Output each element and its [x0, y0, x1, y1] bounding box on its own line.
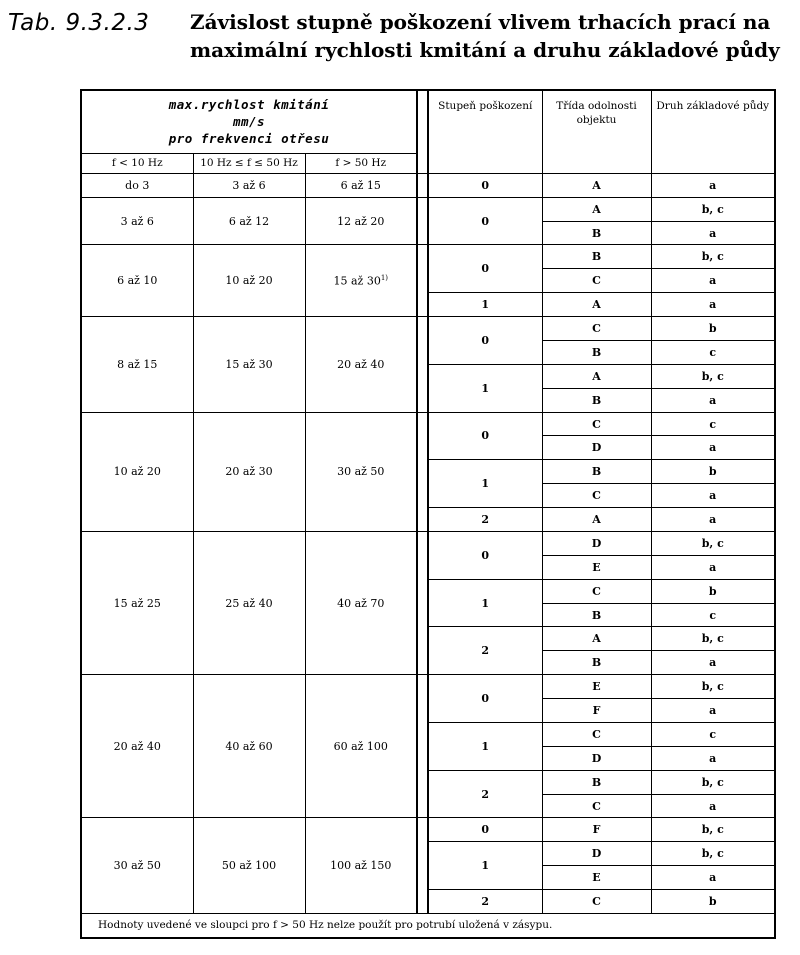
- damage-degree-cell: 1: [428, 293, 542, 317]
- soil-type-cell: b, c: [651, 245, 775, 269]
- velocity-value: 50 až 100: [221, 859, 277, 873]
- soil-type-cell: a: [651, 173, 775, 197]
- velocity-mid-cell: [193, 531, 305, 674]
- table-row: [81, 245, 775, 269]
- soil-type-cell: a: [651, 436, 775, 460]
- damage-degree-cell: 0: [428, 818, 542, 842]
- table-row: [81, 675, 775, 699]
- velocity-value: 30 až 50: [337, 465, 385, 479]
- resistance-class-cell: D: [542, 531, 651, 555]
- resistance-class-cell: B: [542, 460, 651, 484]
- velocity-value: 30 až 50: [113, 859, 161, 873]
- velocity-low-cell: [81, 317, 193, 413]
- velocity-low-cell: [81, 412, 193, 531]
- velocity-high-cell: [305, 317, 417, 413]
- soil-type-cell: a: [651, 866, 775, 890]
- damage-degree-cell: 0: [428, 531, 542, 579]
- soil-type-cell: a: [651, 269, 775, 293]
- resistance-class-cell: E: [542, 866, 651, 890]
- table-row: [81, 818, 775, 842]
- velocity-value: 6 až 10: [117, 274, 158, 288]
- velocity-mid-cell: [193, 245, 305, 317]
- velocity-mid-cell: [193, 197, 305, 245]
- footnote-text: Hodnoty uvedené ve sloupci pro f > 50 Hz nelze použít pro potrubí uložená v zásypu.: [81, 913, 775, 938]
- resistance-class-cell: C: [542, 579, 651, 603]
- vibration-header-line-3: pro frekvenci otřesu: [168, 131, 330, 147]
- soil-type-cell: c: [651, 603, 775, 627]
- column-gap: [417, 317, 428, 413]
- resistance-class-cell: A: [542, 173, 651, 197]
- velocity-value: 15 až 30: [333, 274, 381, 288]
- resistance-class-cell: D: [542, 746, 651, 770]
- soil-type-cell: b, c: [651, 675, 775, 699]
- resistance-class-cell: A: [542, 293, 651, 317]
- column-gap: [417, 531, 428, 674]
- freq-mid-header: 10 Hz ≤ f ≤ 50 Hz: [193, 153, 305, 173]
- footnote-row: [81, 913, 775, 938]
- velocity-value: 20 až 40: [337, 357, 385, 371]
- velocity-value: 10 až 20: [113, 465, 161, 479]
- vibration-header-line-2: mm/s: [232, 114, 266, 130]
- soil-type-header: Druh základové půdy: [651, 90, 775, 173]
- resistance-class-cell: D: [542, 842, 651, 866]
- resistance-class-cell: D: [542, 436, 651, 460]
- velocity-value: 3 až 6: [232, 178, 266, 192]
- damage-degree-cell: 0: [428, 412, 542, 460]
- table-row: [81, 317, 775, 341]
- velocity-mid-cell: [193, 675, 305, 818]
- soil-type-cell: a: [651, 293, 775, 317]
- resistance-class-cell: F: [542, 818, 651, 842]
- damage-degree-header: Stupeň poškození: [428, 90, 542, 173]
- velocity-mid-cell: [193, 818, 305, 914]
- damage-degree-cell: 0: [428, 317, 542, 365]
- damage-degree-cell: 0: [428, 173, 542, 197]
- velocity-value: 40 až 70: [337, 596, 385, 610]
- resistance-class-cell: C: [542, 412, 651, 436]
- column-gap: [417, 818, 428, 914]
- damage-degree-cell: 2: [428, 627, 542, 675]
- header-row: [81, 90, 775, 153]
- damage-degree-cell: 2: [428, 508, 542, 532]
- damage-degree-cell: 0: [428, 245, 542, 293]
- column-gap: [417, 412, 428, 531]
- damage-degree-cell: 2: [428, 890, 542, 914]
- resistance-class-cell: B: [542, 245, 651, 269]
- soil-type-cell: b, c: [651, 770, 775, 794]
- soil-type-cell: b, c: [651, 364, 775, 388]
- table-row: [81, 173, 775, 197]
- damage-table: [80, 89, 776, 939]
- damage-degree-cell: 2: [428, 770, 542, 818]
- resistance-class-cell: B: [542, 770, 651, 794]
- resistance-class-cell: B: [542, 603, 651, 627]
- velocity-high-cell: [305, 197, 417, 245]
- column-gap: [417, 245, 428, 317]
- damage-degree-cell: 1: [428, 722, 542, 770]
- soil-type-cell: b: [651, 579, 775, 603]
- damage-degree-cell: 0: [428, 197, 542, 245]
- soil-type-cell: a: [651, 388, 775, 412]
- velocity-low-cell: [81, 197, 193, 245]
- resistance-class-cell: B: [542, 388, 651, 412]
- soil-type-cell: a: [651, 699, 775, 723]
- velocity-high-cell: [305, 675, 417, 818]
- soil-type-cell: b, c: [651, 531, 775, 555]
- damage-degree-cell: 1: [428, 842, 542, 890]
- velocity-value: 40 až 60: [225, 739, 273, 753]
- velocity-high-cell: [305, 531, 417, 674]
- velocity-value: 15 až 30: [225, 357, 273, 371]
- resistance-class-cell: C: [542, 722, 651, 746]
- soil-type-cell: b: [651, 460, 775, 484]
- velocity-value: 100 až 150: [330, 859, 392, 873]
- table-row: [81, 412, 775, 436]
- damage-degree-cell: 0: [428, 675, 542, 723]
- soil-type-cell: a: [651, 508, 775, 532]
- resistance-class-cell: C: [542, 890, 651, 914]
- velocity-high-cell: [305, 245, 417, 317]
- soil-type-cell: a: [651, 651, 775, 675]
- soil-type-cell: a: [651, 484, 775, 508]
- column-gap: [417, 90, 428, 173]
- resistance-class-cell: F: [542, 699, 651, 723]
- velocity-mid-cell: [193, 173, 305, 197]
- resistance-class-cell: A: [542, 364, 651, 388]
- soil-type-cell: a: [651, 555, 775, 579]
- vibration-header-line-1: max.rychlost kmitání: [168, 97, 330, 113]
- velocity-value: 20 až 30: [225, 465, 273, 479]
- velocity-high-cell: [305, 818, 417, 914]
- soil-type-cell: b, c: [651, 842, 775, 866]
- resistance-class-cell: C: [542, 317, 651, 341]
- soil-type-cell: c: [651, 722, 775, 746]
- column-gap: [417, 173, 428, 197]
- resistance-class-cell: C: [542, 484, 651, 508]
- soil-type-cell: a: [651, 794, 775, 818]
- soil-type-cell: b: [651, 890, 775, 914]
- velocity-value: 20 až 40: [113, 739, 161, 753]
- velocity-high-cell: [305, 412, 417, 531]
- resistance-class-cell: C: [542, 794, 651, 818]
- resistance-class-cell: E: [542, 675, 651, 699]
- soil-type-cell: c: [651, 340, 775, 364]
- resistance-class-header: Třída odolnosti objektu: [542, 90, 651, 173]
- velocity-high-cell: [305, 173, 417, 197]
- resistance-class-cell: C: [542, 269, 651, 293]
- resistance-class-cell: B: [542, 221, 651, 245]
- velocity-value: 8 až 15: [117, 357, 158, 371]
- velocity-low-cell: [81, 531, 193, 674]
- velocity-value: 3 až 6: [120, 214, 154, 228]
- velocity-value: 15 až 25: [113, 596, 161, 610]
- resistance-class-cell: A: [542, 197, 651, 221]
- damage-degree-cell: 1: [428, 579, 542, 627]
- table-row: [81, 197, 775, 221]
- soil-type-cell: a: [651, 221, 775, 245]
- soil-type-cell: a: [651, 746, 775, 770]
- column-gap: [417, 197, 428, 245]
- column-gap: [417, 675, 428, 818]
- damage-degree-cell: 1: [428, 364, 542, 412]
- resistance-class-cell: B: [542, 651, 651, 675]
- table-label: Tab. 9.3.2.3: [8, 10, 150, 36]
- vibration-velocity-header: [81, 90, 417, 153]
- soil-type-cell: b, c: [651, 627, 775, 651]
- soil-type-cell: b, c: [651, 197, 775, 221]
- table-row: [81, 531, 775, 555]
- velocity-mid-cell: [193, 412, 305, 531]
- resistance-class-cell: A: [542, 508, 651, 532]
- resistance-class-cell: A: [542, 627, 651, 651]
- resistance-class-cell: E: [542, 555, 651, 579]
- title-line-2: maximální rychlosti kmitání a druhu základové půdy: [190, 38, 780, 62]
- velocity-value: do 3: [125, 178, 150, 192]
- resistance-class-cell: B: [542, 340, 651, 364]
- damage-degree-cell: 1: [428, 460, 542, 508]
- table-body: [81, 90, 775, 938]
- freq-low-header: f < 10 Hz: [81, 153, 193, 173]
- title-line-1: Závislost stupně poškození vlivem trhacích prací na: [190, 10, 771, 34]
- velocity-low-cell: [81, 245, 193, 317]
- velocity-low-cell: [81, 675, 193, 818]
- footnote-marker: 1): [380, 273, 389, 282]
- velocity-value: 25 až 40: [225, 596, 273, 610]
- velocity-value: 10 až 20: [225, 274, 273, 288]
- soil-type-cell: c: [651, 412, 775, 436]
- velocity-value: 6 až 12: [228, 214, 270, 228]
- velocity-low-cell: [81, 818, 193, 914]
- soil-type-cell: b: [651, 317, 775, 341]
- velocity-value: 60 až 100: [333, 739, 388, 753]
- soil-type-cell: b, c: [651, 818, 775, 842]
- velocity-value: 12 až 20: [337, 214, 385, 228]
- freq-high-header: f > 50 Hz: [305, 153, 417, 173]
- velocity-low-cell: [81, 173, 193, 197]
- velocity-mid-cell: [193, 317, 305, 413]
- table-title: [190, 8, 790, 64]
- velocity-value: 6 až 15: [340, 178, 381, 192]
